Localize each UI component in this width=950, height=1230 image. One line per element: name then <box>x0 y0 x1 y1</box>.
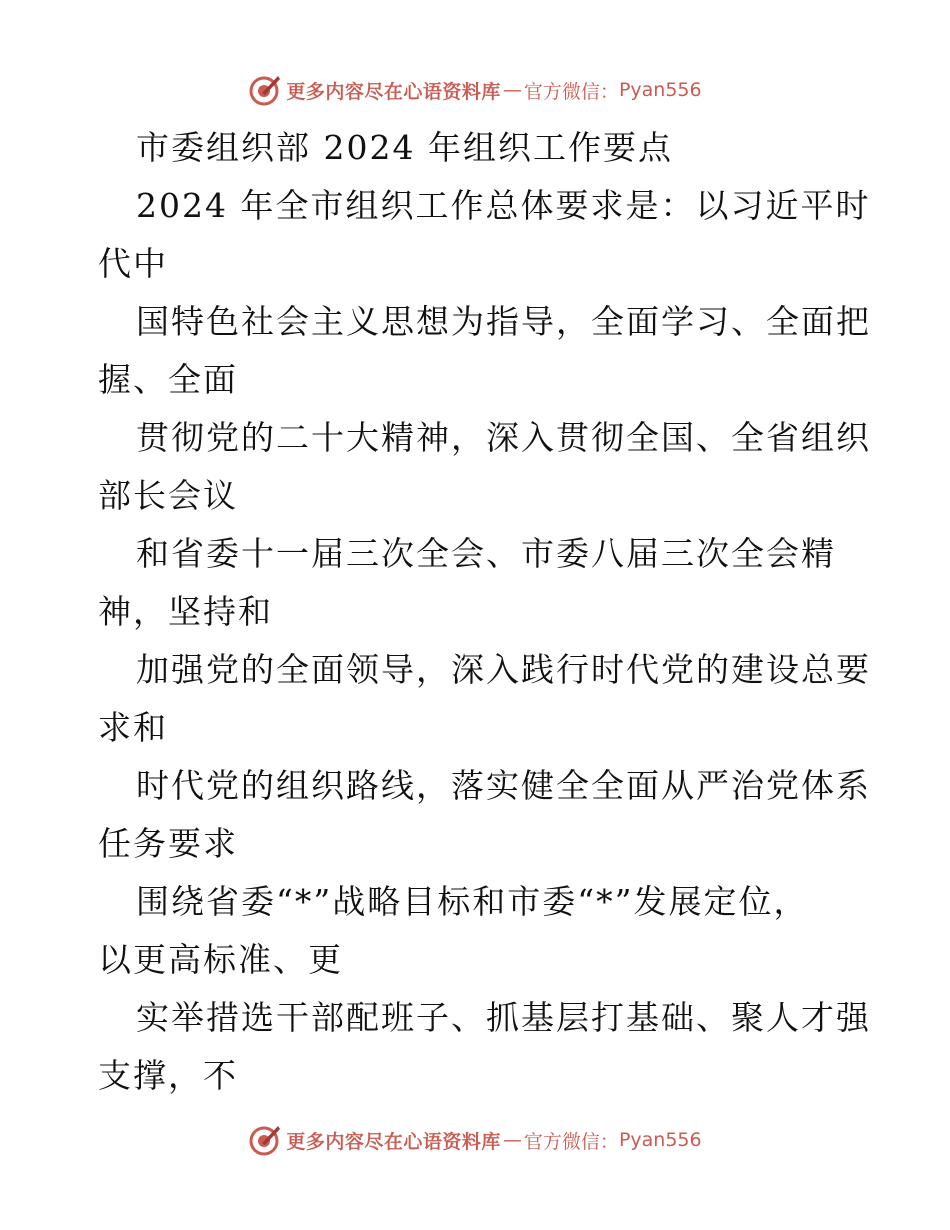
text-line: 时代党的组织路线，落实健全全面从严治党体系 <box>136 766 871 805</box>
document-title: 市委组织部 2024 年组织工作要点 <box>136 128 673 167</box>
text-line: 以更高标准、更 <box>98 940 343 979</box>
text-line: 围绕省委“*”战略目标和市委“*”发展定位， <box>136 882 809 921</box>
quill-logo-icon <box>248 73 282 107</box>
text-line: 求和 <box>98 708 168 747</box>
banner-title: 更多内容尽在心语资料库 <box>286 80 501 103</box>
banner-wechat-id: Pyan556 <box>618 79 702 101</box>
text-line: 实举措选干部配班子、抓基层打基础、聚人才强 <box>136 998 871 1037</box>
text-line: 和省委十一届三次全会、市委八届三次全会精 <box>136 534 836 573</box>
text-line: 部长会议 <box>98 476 238 515</box>
banner-separator: — <box>502 1129 522 1151</box>
text-line: 国特色社会主义思想为指导，全面学习、全面把 <box>136 302 871 341</box>
text-line: 神，坚持和 <box>98 592 273 631</box>
quill-logo-icon <box>248 1123 282 1157</box>
banner-wechat-label: 官方微信： <box>523 80 619 103</box>
header-banner <box>0 70 950 110</box>
text-line: 支撑，不 <box>98 1056 238 1095</box>
text-line: 贯彻党的二十大精神，深入贯彻全国、全省组织 <box>136 418 871 457</box>
text-line: 握、全面 <box>98 360 238 399</box>
text-line: 加强党的全面领导，深入践行时代党的建设总要 <box>136 650 871 689</box>
text-line: 任务要求 <box>98 824 238 863</box>
text-line: 代中 <box>98 244 168 283</box>
banner-separator: — <box>502 79 522 101</box>
banner-wechat-label: 官方微信： <box>523 1130 619 1153</box>
text-line: 2024 年全市组织工作总体要求是：以习近平时 <box>136 186 871 225</box>
banner-wechat-id: Pyan556 <box>618 1129 702 1151</box>
footer-banner <box>0 1120 950 1160</box>
banner-title: 更多内容尽在心语资料库 <box>286 1130 501 1153</box>
